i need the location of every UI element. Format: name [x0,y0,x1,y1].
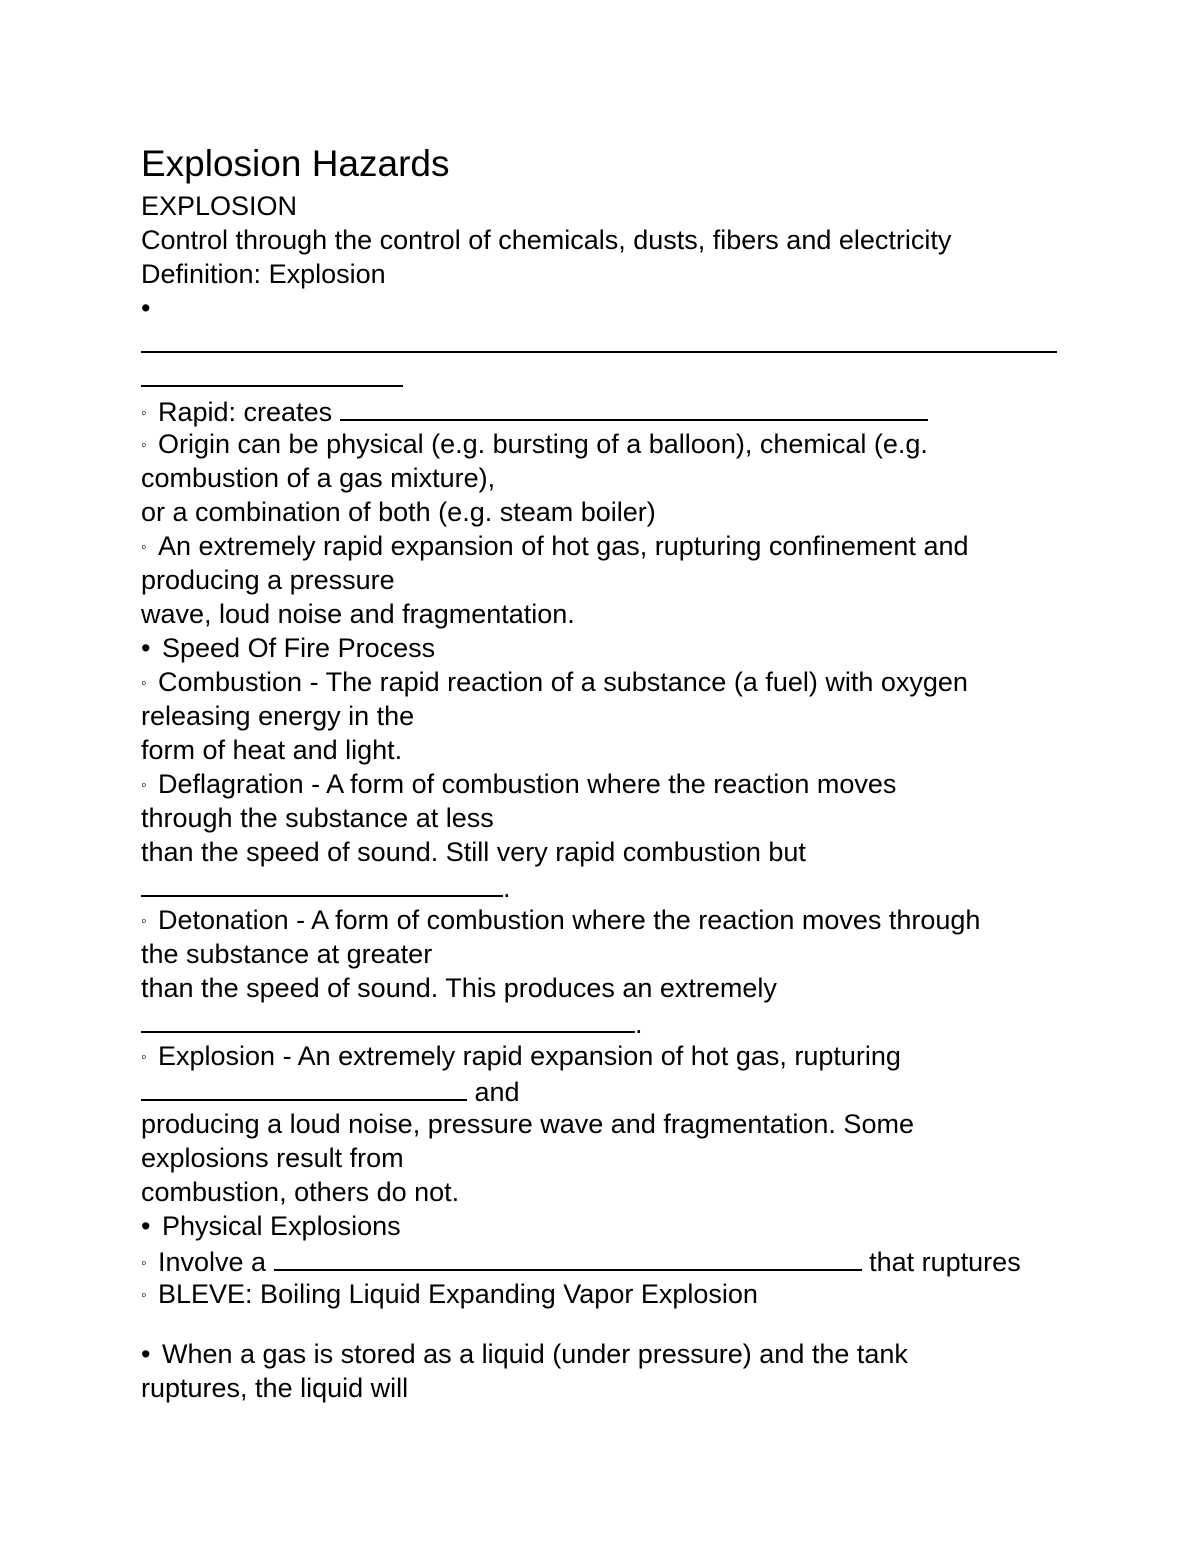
and-text: and [474,1077,520,1107]
fill-in-blank[interactable] [141,1005,635,1033]
fill-in-blank[interactable] [141,359,403,387]
definition-line: Definition: Explosion [141,259,386,289]
period: . [635,1009,643,1039]
document-title: Explosion Hazards [141,143,450,184]
sub-bullet-icon: ◦ [141,1049,147,1066]
origin-line-2: combustion of a gas mixture), [141,463,496,493]
origin-line-1 [141,427,1061,461]
detonation-line-3: than the speed of sound. This produces an extremely [141,973,777,1003]
speed-fire-line [141,631,1061,665]
explosion-line-4: combustion, others do not. [141,1177,460,1207]
bullet-icon: • [141,633,151,663]
deflagration-text-1: Deflagration - A form of combustion where the reaction moves [158,769,897,799]
deflagration-line-3: than the speed of sound. Still very rapid combustion but [141,837,806,867]
bullet-icon: • [141,1211,151,1241]
definition-bullet-line [141,291,1061,325]
period: . [503,873,511,903]
deflagration-line-2: through the substance at less [141,803,494,833]
heading-explosion: EXPLOSION [141,191,298,221]
rapid-text: Rapid: creates [158,397,333,427]
explosion-text-1: Explosion - An extremely rapid expansion of hot gas, rupturing [158,1041,901,1071]
sub-bullet-icon: ◦ [141,777,147,794]
sub-bullet-icon: ◦ [141,405,147,422]
expansion-line-2: producing a pressure [141,565,395,595]
physical-explosions-line [141,1209,1061,1243]
explosion-line-2: producing a loud noise, pressure wave and fragmentation. Some [141,1109,914,1139]
rapid-line [141,393,1061,427]
fill-in-blank[interactable] [141,1073,467,1101]
expansion-text-1: An extremely rapid expansion of hot gas, rupturing confinement and [158,531,969,561]
deflagration-blank-line [141,869,1061,903]
deflagration-line-1 [141,767,1061,801]
gas-stored-line-2: ruptures, the liquid will [141,1373,409,1403]
fill-in-blank[interactable] [340,393,928,421]
fill-in-blank[interactable] [141,325,1057,353]
explosion-line-3: explosions result from [141,1143,404,1173]
involve-line [141,1243,1061,1277]
detonation-line-1 [141,903,1061,937]
origin-line-3: or a combination of both (e.g. steam boiler) [141,497,656,527]
expansion-line-1 [141,529,1061,563]
origin-text-1: Origin can be physical (e.g. bursting of a balloon), chemical (e.g. [158,429,928,459]
involve-text: Involve a [158,1247,267,1277]
explosion-blank-line [141,1073,1061,1107]
sub-bullet-icon: ◦ [141,437,147,454]
gas-stored-line-1 [141,1337,1061,1371]
sub-bullet-icon: ◦ [141,1255,147,1272]
combustion-text-1: Combustion - The rapid reaction of a substance (a fuel) with oxygen [158,667,968,697]
fill-in-blank[interactable] [274,1243,862,1271]
spacer [141,1311,1061,1337]
sub-bullet-icon: ◦ [141,913,147,930]
physical-explosions-text: Physical Explosions [162,1211,401,1241]
explosion-line-1 [141,1039,1061,1073]
fill-in-blank[interactable] [141,869,503,897]
detonation-line-2: the substance at greater [141,939,433,969]
bullet-icon: • [141,293,151,323]
sub-bullet-icon: ◦ [141,1287,147,1304]
definition-blank-line-2 [141,359,1061,393]
gas-stored-text-1: When a gas is stored as a liquid (under pressure) and the tank [162,1339,908,1369]
sub-bullet-icon: ◦ [141,675,147,692]
speed-fire-text: Speed Of Fire Process [162,633,436,663]
combustion-line-1 [141,665,1061,699]
sub-bullet-icon: ◦ [141,539,147,556]
ruptures-text: that ruptures [869,1247,1021,1277]
combustion-line-3: form of heat and light. [141,735,403,765]
combustion-line-2: releasing energy in the [141,701,415,731]
definition-blank-line-1 [141,325,1061,359]
document-page [141,143,1061,1405]
detonation-text-1: Detonation - A form of combustion where the reaction moves through [158,905,981,935]
bullet-icon: • [141,1339,151,1369]
expansion-line-3: wave, loud noise and fragmentation. [141,599,575,629]
bleve-line [141,1277,1061,1311]
bleve-text: BLEVE: Boiling Liquid Expanding Vapor Explosion [158,1279,758,1309]
detonation-blank-line [141,1005,1061,1039]
control-line: Control through the control of chemicals, dusts, fibers and electricity [141,225,952,255]
